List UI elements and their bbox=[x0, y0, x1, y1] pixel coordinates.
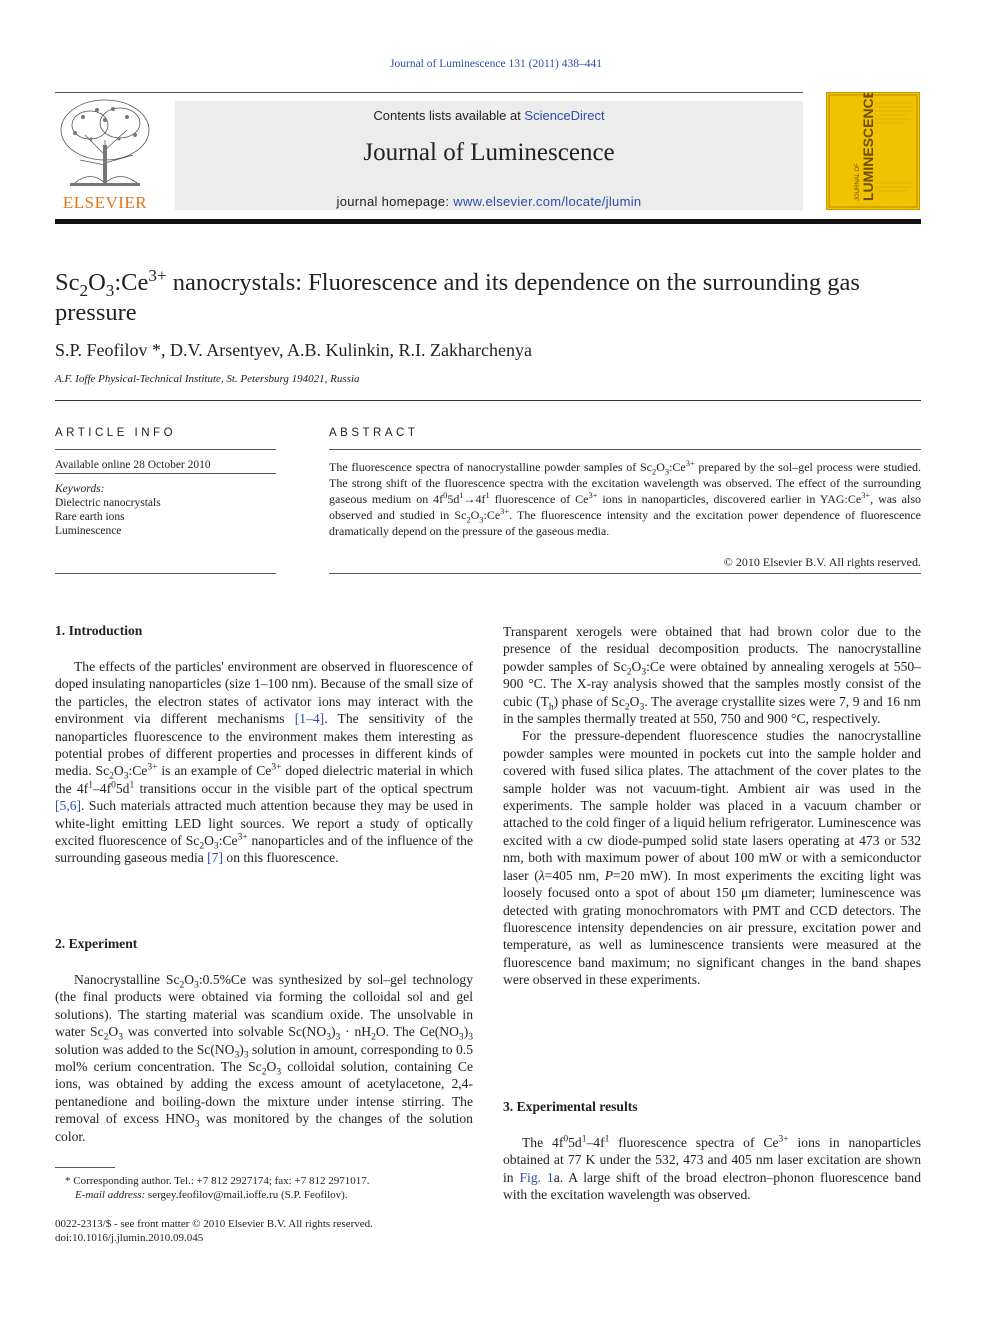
affiliation: A.F. Ioffe Physical-Technical Institute, St. Petersburg 194021, Russia bbox=[55, 373, 360, 385]
introduction-paragraph: The effects of the particles' environment are observed in fluorescence of doped insulating nanoparticles (size 1–100 nm). Because of the small size of the particles, the electron states of activator ions may interact with the environment via different mechanisms [1–4]. The sensitivity of the nanoparticles fluorescence to the environment makes them interesting as potential probes of different properties and processes in different kinds of media. $Sc_2O_3:Ce^{3+}$ is an example of $Ce^{3+}$ doped dielectric material in which the $4f^1-4f^05d^1$ transitions occur in the visible part of the optical spectrum [5,6]. Such materials attracted much attention because they may be used in white-light emitting LED light sources. We report a study of optically excited fluorescence of $Sc_2O_3:Ce^{3+}$ nanoparticles and of the influence of the surrounding gaseous media [7] on this fluorescence. bbox=[55, 659, 474, 866]
title-bottom-rule bbox=[55, 400, 921, 401]
cover-journal-small: JOURNAL OF bbox=[855, 163, 861, 201]
article-title: $Sc_2O_3:Ce^{3+}$ nanocrystals: Fluorescence and its dependence on the surrounding gas pressure bbox=[55, 265, 860, 326]
contents-line bbox=[175, 108, 803, 123]
header-top-rule bbox=[55, 92, 803, 93]
experiment-body-continued bbox=[503, 623, 921, 989]
email-line bbox=[55, 1188, 369, 1202]
article-info-rule bbox=[55, 573, 276, 574]
experiment-paragraph: Transparent xerogels were obtained that had brown color due to the presence of the residual decomposition products. The nanocrystalline powder samples of $Sc_2O_3:Ce$ were obtained by annealing xerogels at 550–900 °C. The X-ray analysis showed that the samples mostly consist of the cubic $(T_h)$ phase of $Sc_2O_3$. The average crystallite sizes were 7, 9 and 16 nm in the samples thermally treated at 550, 750 and 900 °C, respectively. bbox=[503, 624, 921, 727]
elsevier-tree-icon bbox=[55, 95, 155, 190]
experiment-body bbox=[55, 971, 473, 1145]
author-list: S.P. Feofilov *, D.V. Arsentyev, A.B. Kulinkin, R.I. Zakharchenya bbox=[55, 340, 532, 360]
keywords-label: Keywords: bbox=[55, 483, 105, 495]
results-body bbox=[503, 1134, 921, 1204]
keyword-item: Luminescence bbox=[55, 525, 122, 537]
elsevier-logo bbox=[55, 95, 155, 213]
issn-line: 0022-2313/$ - see front matter © 2010 Elsevier B.V. All rights reserved. bbox=[55, 1218, 373, 1230]
experiment-paragraph: For the pressure-dependent fluorescence studies the nanocrystalline powder samples were mounted in pockets cut into the sample holder and covered with fused silica plates. The attachment of the cover plates to the sample holder was not vacuum-tight. Ambient air was used in the experiments. The sample holder was placed in a vacuum chamber or attached to the cold finger of a liquid helium refrigerator. Luminescence was excited with a cw diode-pumped solid state lasers operating at 473 or 532 nm, both with maximum power of about 100 mW or with a semiconductor laser (λ=405 nm, P=20 mW). In most experiments the exciting light was loosely focused onto a spot of about 150 μm diameter; luminescence was detected with grating monochromators with PMT and CCD detectors. The fluorescence intensity dependencies on air pressure, excitation power and temperature, as well as luminescence transients were measured at the fluorescence band maximum; no significant changes in the band shapes were observed in these experiments. bbox=[503, 728, 921, 988]
keyword-item: Rare earth ions bbox=[55, 511, 125, 523]
corresponding-author-line: * Corresponding author. Tel.: +7 812 2927174; fax: +7 812 2971017. bbox=[65, 1175, 370, 1187]
keyword-item: Dielectric nanocrystals bbox=[55, 497, 161, 509]
section-heading-introduction: 1. Introduction bbox=[55, 623, 143, 638]
doi-line[interactable]: doi:10.1016/j.jlumin.2010.09.045 bbox=[55, 1232, 204, 1244]
experiment-paragraph: Nanocrystalline $Sc_2O_3:0.5\%Ce$ was synthesized by sol–gel technology (the final products were obtained via forming the colloidal sol and gel solutions). The starting material was scandium oxide. The unsolvable in water $Sc_2O_3$ was converted into solvable $Sc(NO_3)_3 \cdot nH_2O$. The $Ce(NO_3)_3$ solution was added to the $Sc(NO_3)_3$ solution in amount, corresponding to 0.5 mol% cerium concentration. The $Sc_2O_3$ colloidal solution, containing Ce ions, was obtained by adding the excess amount of acetylacetone, 2,4-pentanedione and boiling-down the mixture under intense stirring. The removal of excess $HNO_3$ was monitored by the changes of the solution color. bbox=[55, 972, 473, 1144]
email-label: E-mail address: bbox=[75, 1189, 148, 1201]
reference-link[interactable]: Fig. 1 bbox=[519, 1169, 554, 1185]
homepage-link[interactable]: www.elsevier.com/locate/jlumin bbox=[453, 194, 642, 209]
contents-prefix: Contents lists available at bbox=[373, 108, 525, 123]
article-info-rule bbox=[55, 473, 276, 474]
results-paragraph: The $4f^05d^1-4f^1$ fluorescence spectra of $Ce^{3+}$ ions in nanoparticles obtained at 77 K under the 532, 473 and 405 nm laser excitation are shown in Fig. 1a. A large shift of the broad electron–phonon fluorescence band with the excitation wavelength was observed. bbox=[503, 1134, 921, 1203]
reference-link[interactable]: [7] bbox=[207, 850, 224, 866]
homepage-prefix: journal homepage: bbox=[336, 194, 454, 209]
article-info-heading: ARTICLE INFO bbox=[55, 427, 177, 439]
journal-citation-link[interactable]: Journal of Luminescence 131 (2011) 438–441 bbox=[390, 58, 602, 70]
introduction-body bbox=[55, 658, 473, 867]
section-heading-experiment: 2. Experiment bbox=[55, 936, 138, 951]
journal-cover-art bbox=[827, 93, 919, 209]
article-info-rule bbox=[55, 449, 276, 450]
reference-link[interactable]: [5,6] bbox=[55, 798, 82, 814]
journal-title: Journal of Luminescence bbox=[363, 139, 615, 166]
front-matter bbox=[55, 1217, 373, 1245]
copyright-notice: © 2010 Elsevier B.V. All rights reserved. bbox=[723, 555, 921, 569]
footnote-rule bbox=[55, 1167, 115, 1168]
publisher-name: ELSEVIER bbox=[62, 193, 148, 212]
cover-journal-name: LUMINESCENCE bbox=[860, 93, 876, 201]
abstract-rule bbox=[329, 449, 921, 450]
journal-citation bbox=[0, 58, 992, 70]
abstract-heading: ABSTRACT bbox=[329, 427, 419, 439]
available-online: Available online 28 October 2010 bbox=[55, 459, 211, 471]
corresponding-author-footnote bbox=[55, 1174, 369, 1202]
email-link[interactable]: sergey.feofilov@mail.ioffe.ru (S.P. Feofilov). bbox=[147, 1189, 348, 1201]
journal-cover-image bbox=[826, 92, 920, 210]
sciencedirect-link[interactable]: ScienceDirect bbox=[524, 108, 605, 123]
reference-link[interactable]: [1–4] bbox=[294, 711, 325, 727]
section-heading-results: 3. Experimental results bbox=[503, 1099, 638, 1114]
abstract-text: The fluorescence spectra of nanocrystalline powder samples of $Sc_2O_3:Ce^{3+}$ prepared by the sol–gel process were studied. The strong shift of the fluorescence spectra with the excitation wavelength was observed. The effect of the surrounding gaseous medium on $4f^05d^1\to 4f^1$ fluorescence of $Ce^{3+}$ ions in nanoparticles, discovered earlier in $YAG:Ce^{3+}$, was also observed and studied in $Sc_2O_3:Ce^{3+}$. The fluorescence intensity and the excitation power dependence of fluorescence dramatically depend on the pressure of the gaseous media. bbox=[329, 459, 922, 538]
journal-header-banner bbox=[175, 101, 803, 210]
abstract-rule bbox=[329, 573, 921, 574]
keywords-list bbox=[55, 496, 161, 538]
homepage-line bbox=[175, 194, 803, 209]
header-thick-rule bbox=[55, 219, 921, 224]
